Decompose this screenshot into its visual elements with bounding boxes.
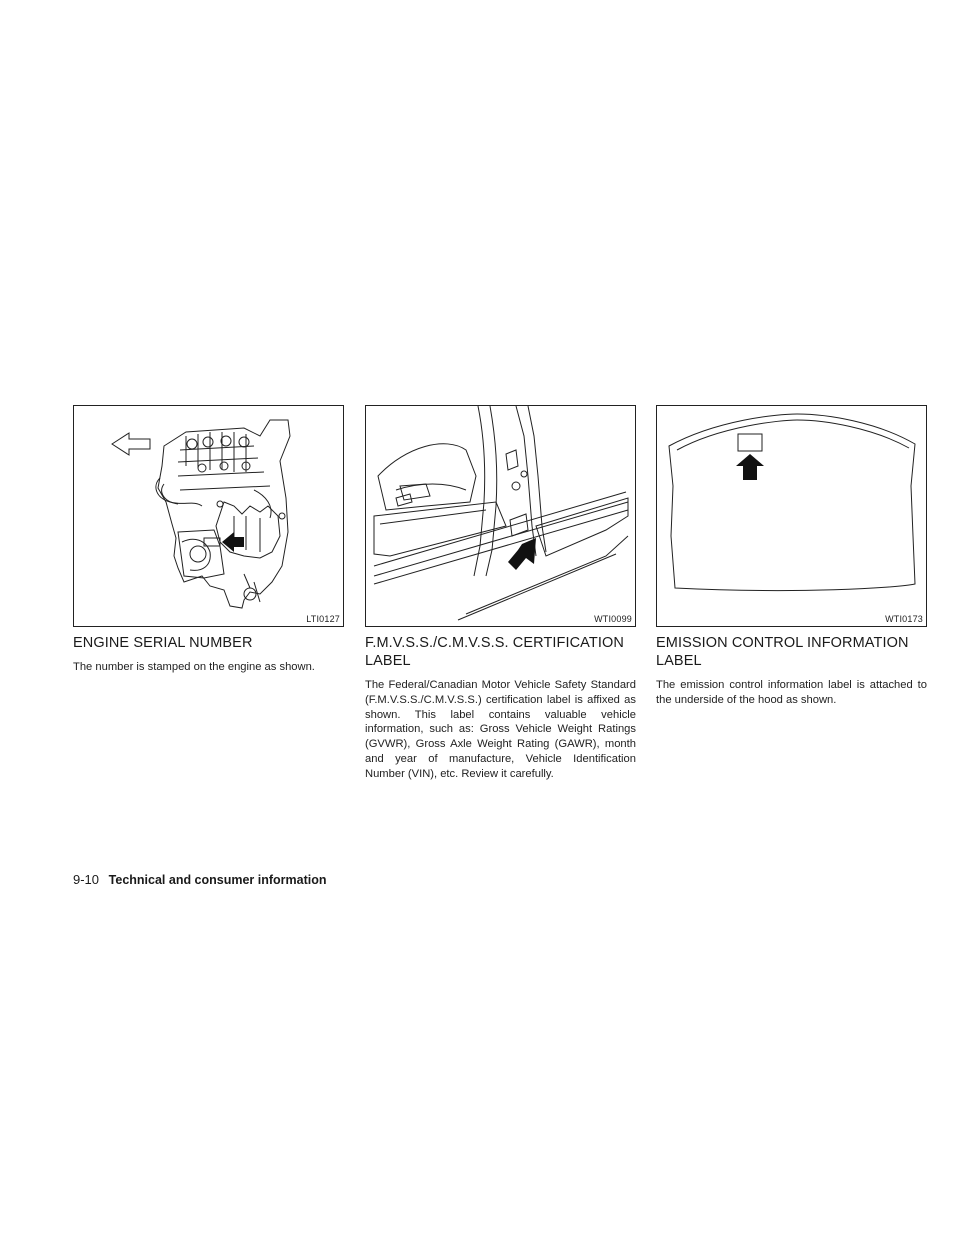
engine-illustration bbox=[74, 406, 343, 626]
page-number: 9-10 bbox=[73, 872, 100, 887]
label-arrow-icon bbox=[508, 538, 536, 570]
section-emission-label bbox=[656, 405, 927, 708]
section-engine-serial-number bbox=[73, 405, 344, 675]
section-heading: ENGINE SERIAL NUMBER bbox=[73, 635, 253, 651]
door-jamb-figure bbox=[365, 405, 636, 627]
hood-figure bbox=[656, 405, 927, 627]
section-text: The emission control information label is attached to the underside of the hood as shown. bbox=[656, 679, 927, 706]
page-footer bbox=[73, 872, 327, 887]
section-heading: EMISSION CONTROL INFORMATION LABEL bbox=[656, 635, 909, 669]
figure-code: WTI0173 bbox=[885, 614, 923, 624]
chapter-title: Technical and consumer information bbox=[108, 873, 327, 887]
section-text: The Federal/Canadian Motor Vehicle Safety Standard (F.M.V.S.S./C.M.V.S.S.) certification label is affixed as shown. This label contains valuable vehicle information, such as: Gross Vehicle Weight Ratings (GVWR), Gross Axle Weight Rating (GAWR), month and year of manufacture, Vehicle Identification Number (VIN), etc. Review it carefully. bbox=[365, 679, 636, 780]
engine-figure bbox=[73, 405, 344, 627]
figure-code: WTI0099 bbox=[594, 614, 632, 624]
label-arrow-icon bbox=[736, 454, 764, 480]
section-heading: F.M.V.S.S./C.M.V.S.S. CERTIFICATION LABEL bbox=[365, 635, 624, 669]
hood-illustration bbox=[657, 406, 926, 626]
section-text: The number is stamped on the engine as shown. bbox=[73, 661, 315, 673]
figure-code: LTI0127 bbox=[306, 614, 340, 624]
serial-number-arrow-icon bbox=[222, 532, 244, 552]
door-jamb-illustration bbox=[366, 406, 635, 626]
section-certification-label bbox=[365, 405, 636, 782]
front-direction-arrow-icon bbox=[112, 433, 150, 455]
